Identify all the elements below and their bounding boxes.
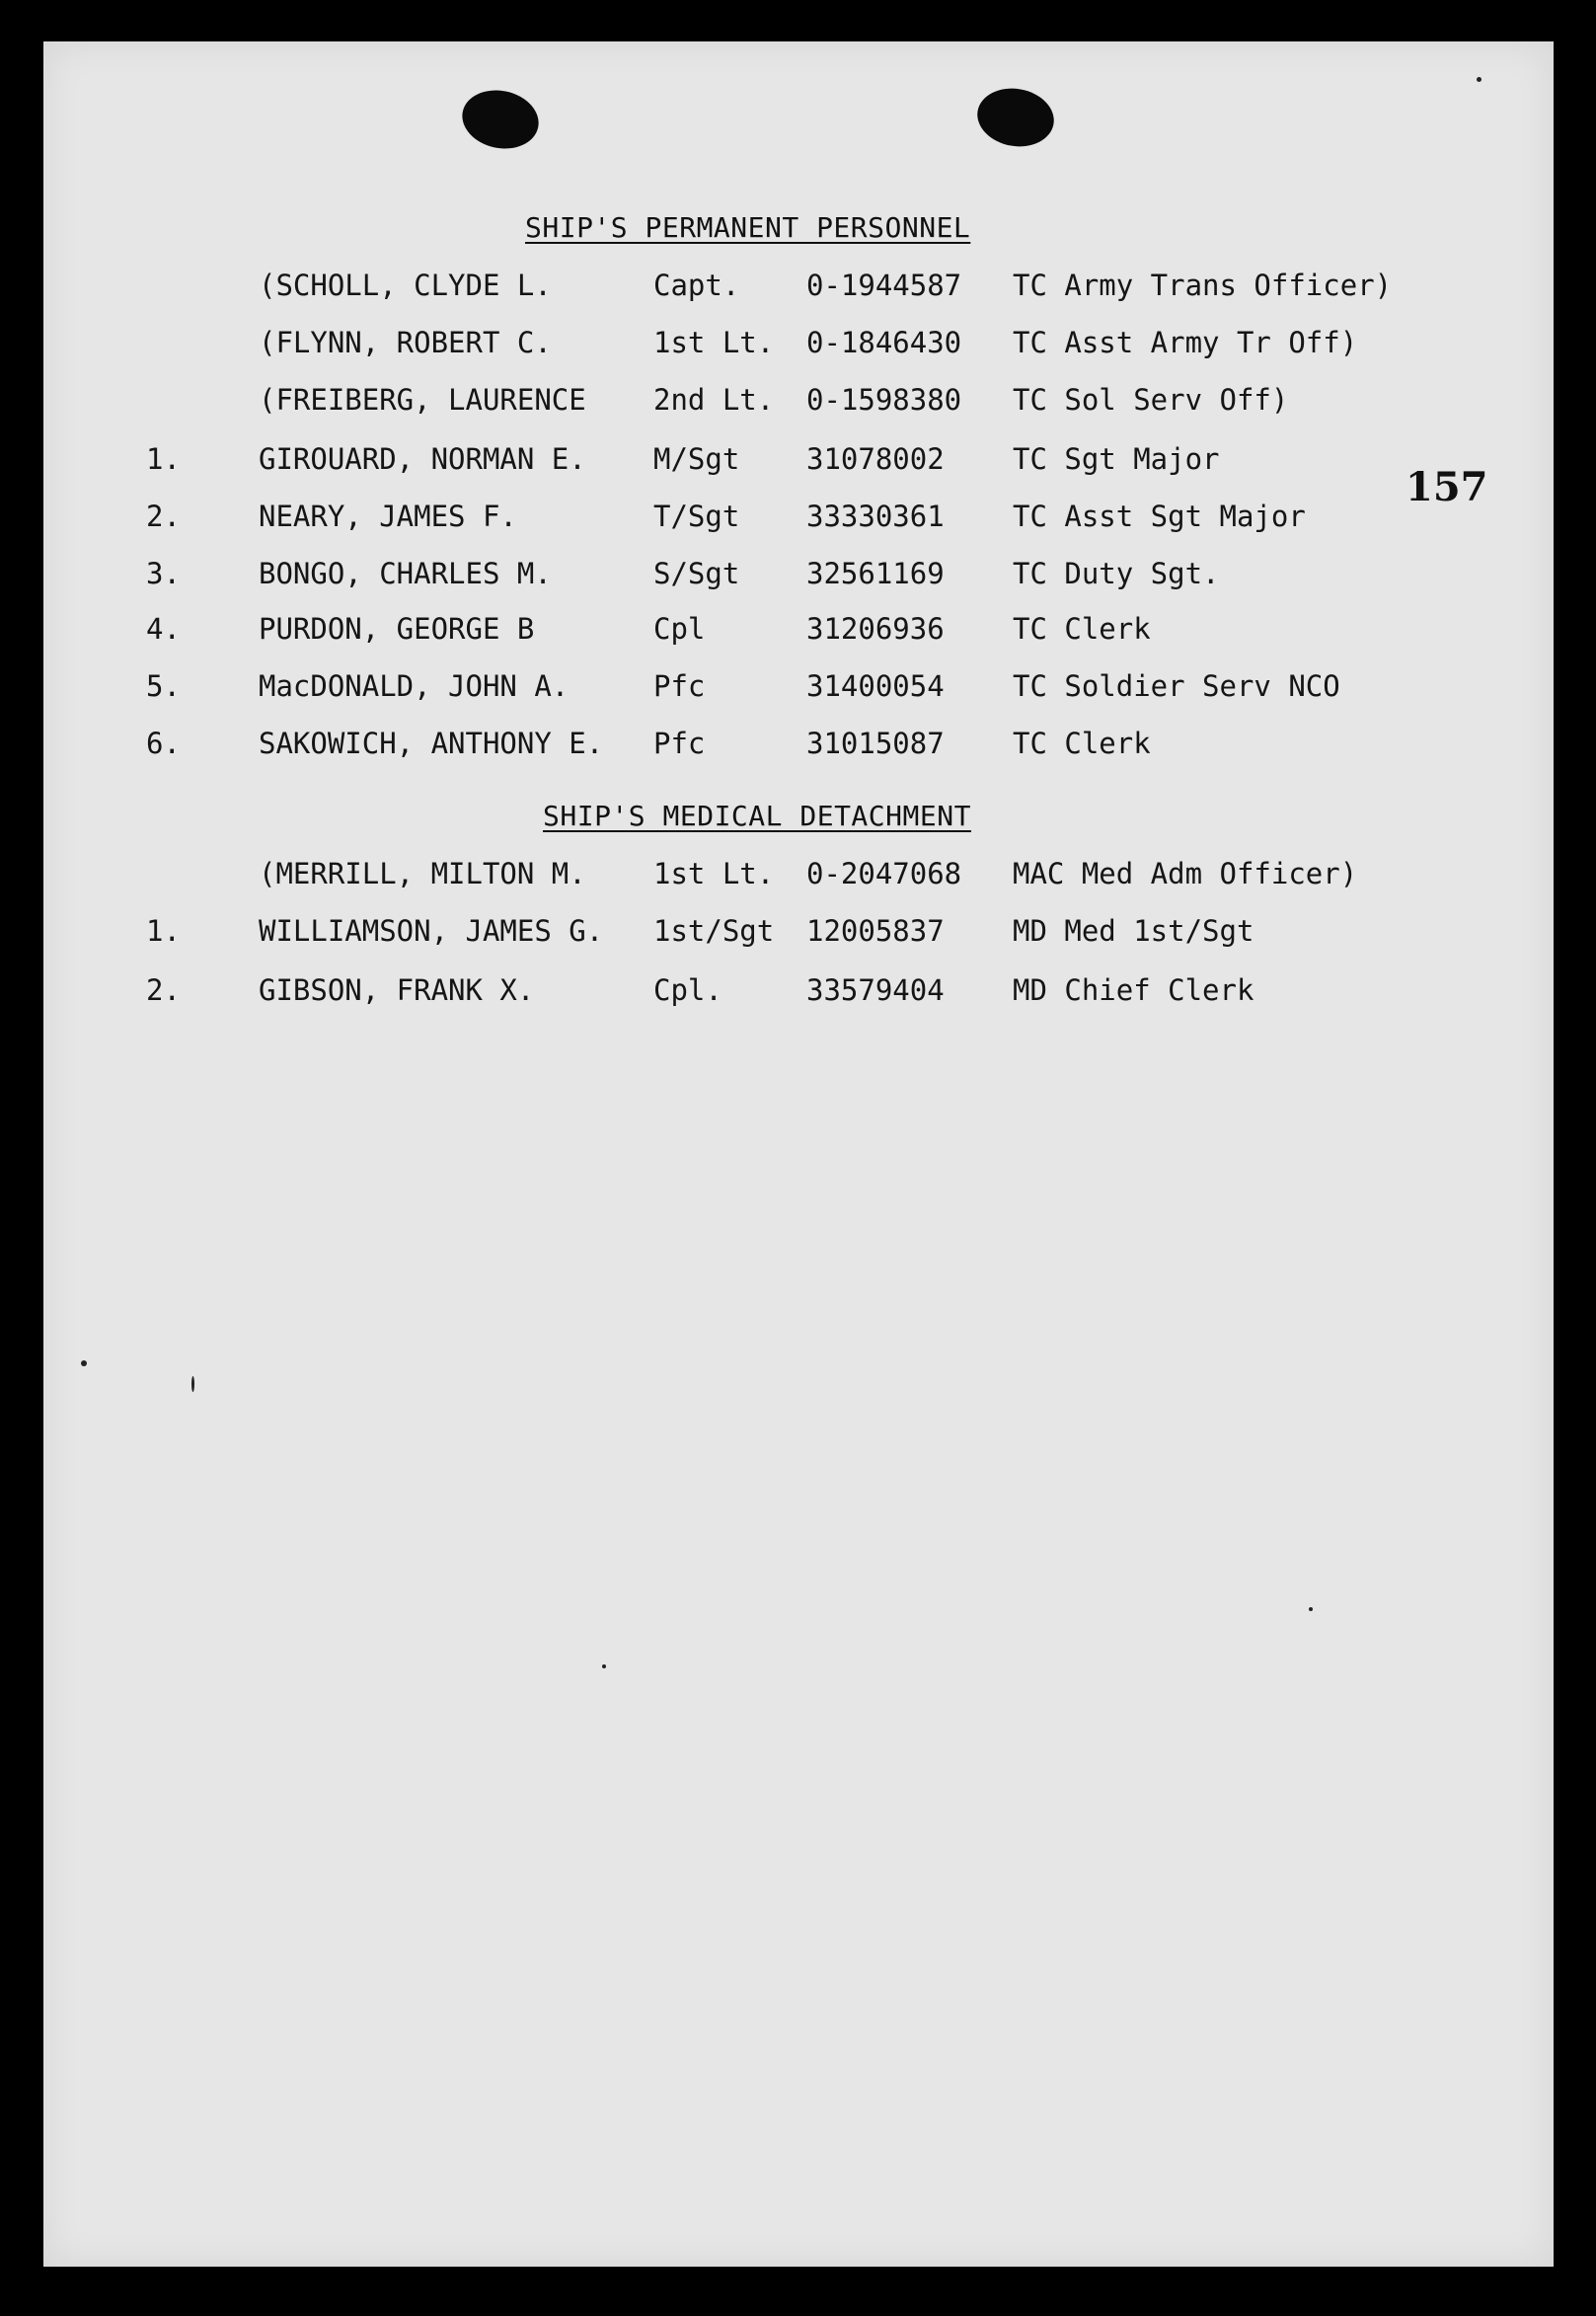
table-row — [43, 383, 1554, 423]
table-row — [43, 857, 1554, 896]
row-serial: 0-2047068 — [806, 857, 962, 890]
row-rank: Pfc — [653, 669, 706, 703]
row-duty: TC Sol Serv Off) — [1013, 383, 1289, 417]
row-rank: 2nd Lt. — [653, 383, 775, 417]
row-serial: 0-1598380 — [806, 383, 962, 417]
row-duty: TC Duty Sgt. — [1013, 557, 1220, 590]
row-name: BONGO, CHARLES M. — [259, 557, 552, 590]
table-row — [43, 727, 1554, 766]
punch-hole-left — [457, 84, 544, 156]
row-serial: 31015087 — [806, 727, 945, 760]
speck — [191, 1376, 194, 1392]
row-number: 2. — [146, 500, 181, 533]
section-heading-medical-detachment: SHIP'S MEDICAL DETACHMENT — [543, 800, 971, 832]
table-row — [43, 500, 1554, 539]
row-name: NEARY, JAMES F. — [259, 500, 517, 533]
row-rank: Pfc — [653, 727, 706, 760]
row-number: 5. — [146, 669, 181, 703]
row-duty: TC Sgt Major — [1013, 442, 1220, 476]
row-serial: 32561169 — [806, 557, 945, 590]
row-duty: TC Soldier Serv NCO — [1013, 669, 1340, 703]
row-rank: S/Sgt — [653, 557, 740, 590]
document-page — [43, 41, 1554, 2267]
row-name: SAKOWICH, ANTHONY E. — [259, 727, 604, 760]
table-row — [43, 557, 1554, 596]
row-name: MacDONALD, JOHN A. — [259, 669, 570, 703]
table-row — [43, 442, 1554, 482]
row-name: GIBSON, FRANK X. — [259, 973, 535, 1007]
page-number: 157 — [1406, 464, 1488, 510]
row-number: 1. — [146, 442, 181, 476]
row-serial: 31206936 — [806, 612, 945, 646]
row-number: 1. — [146, 914, 181, 948]
row-duty: MAC Med Adm Officer) — [1013, 857, 1358, 890]
punch-hole-right — [973, 83, 1059, 153]
row-name: GIROUARD, NORMAN E. — [259, 442, 586, 476]
row-rank: Capt. — [653, 269, 740, 302]
row-serial: 0-1944587 — [806, 269, 962, 302]
row-rank: Cpl — [653, 612, 706, 646]
row-rank: M/Sgt — [653, 442, 740, 476]
row-number: 6. — [146, 727, 181, 760]
row-serial: 31400054 — [806, 669, 945, 703]
table-row — [43, 269, 1554, 308]
row-duty: TC Army Trans Officer) — [1013, 269, 1393, 302]
row-rank: T/Sgt — [653, 500, 740, 533]
row-name: (SCHOLL, CLYDE L. — [259, 269, 552, 302]
speck — [602, 1664, 606, 1668]
row-rank: 1st Lt. — [653, 326, 775, 359]
table-row — [43, 914, 1554, 954]
row-duty: TC Clerk — [1013, 727, 1151, 760]
row-name: (FREIBERG, LAURENCE — [259, 383, 586, 417]
row-number: 3. — [146, 557, 181, 590]
row-duty: TC Asst Sgt Major — [1013, 500, 1306, 533]
speck — [1477, 77, 1482, 82]
table-row — [43, 612, 1554, 652]
row-serial: 0-1846430 — [806, 326, 962, 359]
row-duty: TC Asst Army Tr Off) — [1013, 326, 1358, 359]
row-name: PURDON, GEORGE B — [259, 612, 535, 646]
row-serial: 33330361 — [806, 500, 945, 533]
section-heading-permanent-personnel: SHIP'S PERMANENT PERSONNEL — [525, 211, 971, 244]
table-row — [43, 326, 1554, 365]
row-duty: MD Med 1st/Sgt — [1013, 914, 1254, 948]
row-name: (MERRILL, MILTON M. — [259, 857, 586, 890]
speck — [1309, 1607, 1313, 1611]
row-serial: 31078002 — [806, 442, 945, 476]
row-number: 4. — [146, 612, 181, 646]
row-serial: 12005837 — [806, 914, 945, 948]
table-row — [43, 669, 1554, 709]
speck — [81, 1360, 87, 1366]
row-name: WILLIAMSON, JAMES G. — [259, 914, 604, 948]
row-name: (FLYNN, ROBERT C. — [259, 326, 552, 359]
row-rank: 1st Lt. — [653, 857, 775, 890]
table-row — [43, 973, 1554, 1013]
row-duty: MD Chief Clerk — [1013, 973, 1254, 1007]
row-duty: TC Clerk — [1013, 612, 1151, 646]
row-serial: 33579404 — [806, 973, 945, 1007]
row-rank: 1st/Sgt — [653, 914, 775, 948]
row-rank: Cpl. — [653, 973, 722, 1007]
row-number: 2. — [146, 973, 181, 1007]
